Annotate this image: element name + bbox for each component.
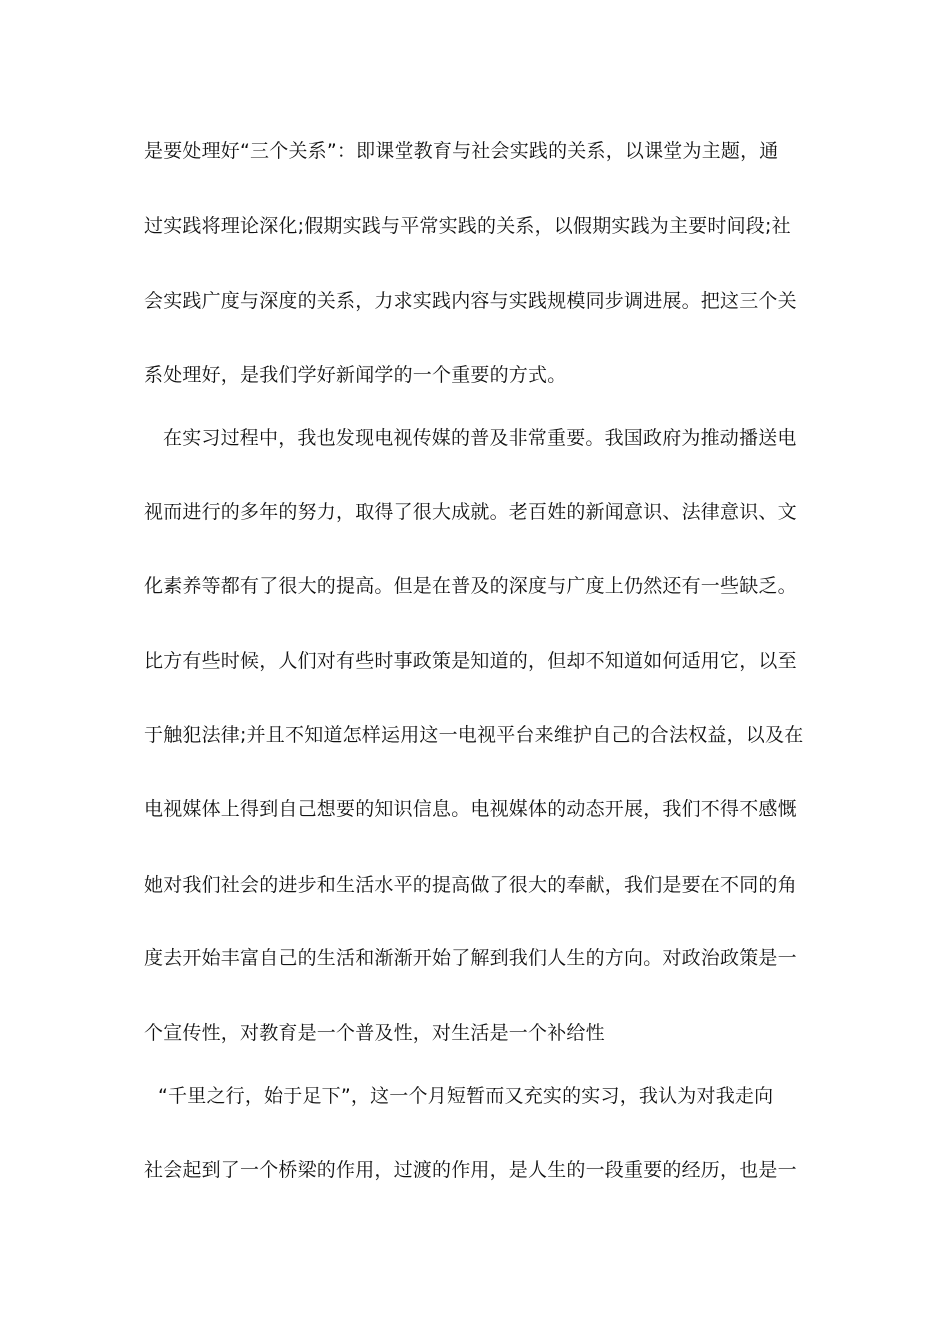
paragraph-2-line-4: 比方有些时候，人们对有些时事政策是知道的，但却不知道如何适用它，以至 [144, 650, 797, 672]
paragraph-2-line-1: 在实习过程中，我也发现电视传媒的普及非常重要。我国政府为推动播送电 [163, 427, 797, 449]
paragraph-2-line-8: 度去开始丰富自己的生活和渐渐开始了解到我们人生的方向。对政治政策是一 [144, 947, 797, 969]
paragraph-1-line-2: 过实践将理论深化;假期实践与平常实践的关系，以假期实践为主要时间段;社 [144, 215, 791, 237]
paragraph-1-line-3: 会实践广度与深度的关系，力求实践内容与实践规模同步调进展。把这三个关 [144, 290, 797, 312]
paragraph-2-line-5: 于触犯法律;并且不知道怎样运用这一电视平台来维护自己的合法权益，以及在 [144, 724, 804, 746]
paragraph-1-line-1: 是要处理好“三个关系”：即课堂教育与社会实践的关系，以课堂为主题，通 [144, 140, 779, 162]
paragraph-2-line-3: 化素养等都有了很大的提高。但是在普及的深度与广度上仍然还有一些缺乏。 [144, 575, 797, 597]
paragraph-1-line-4: 系处理好，是我们学好新闻学的一个重要的方式。 [144, 364, 567, 386]
paragraph-2-line-9: 个宣传性，对教育是一个普及性，对生活是一个补给性 [144, 1022, 605, 1044]
paragraph-2-line-6: 电视媒体上得到自己想要的知识信息。电视媒体的动态开展，我们不得不感慨 [144, 798, 797, 820]
paragraph-2-line-2: 视而进行的多年的努力，取得了很大成就。老百姓的新闻意识、法律意识、文 [144, 501, 797, 523]
paragraph-3-line-2: 社会起到了一个桥梁的作用，过渡的作用，是人生的一段重要的经历，也是一 [144, 1159, 797, 1181]
paragraph-3-line-1: “千里之行，始于足下”，这一个月短暂而又充实的实习，我认为对我走向 [158, 1085, 774, 1107]
paragraph-2-line-7: 她对我们社会的进步和生活水平的提高做了很大的奉献，我们是要在不同的角 [144, 874, 797, 896]
